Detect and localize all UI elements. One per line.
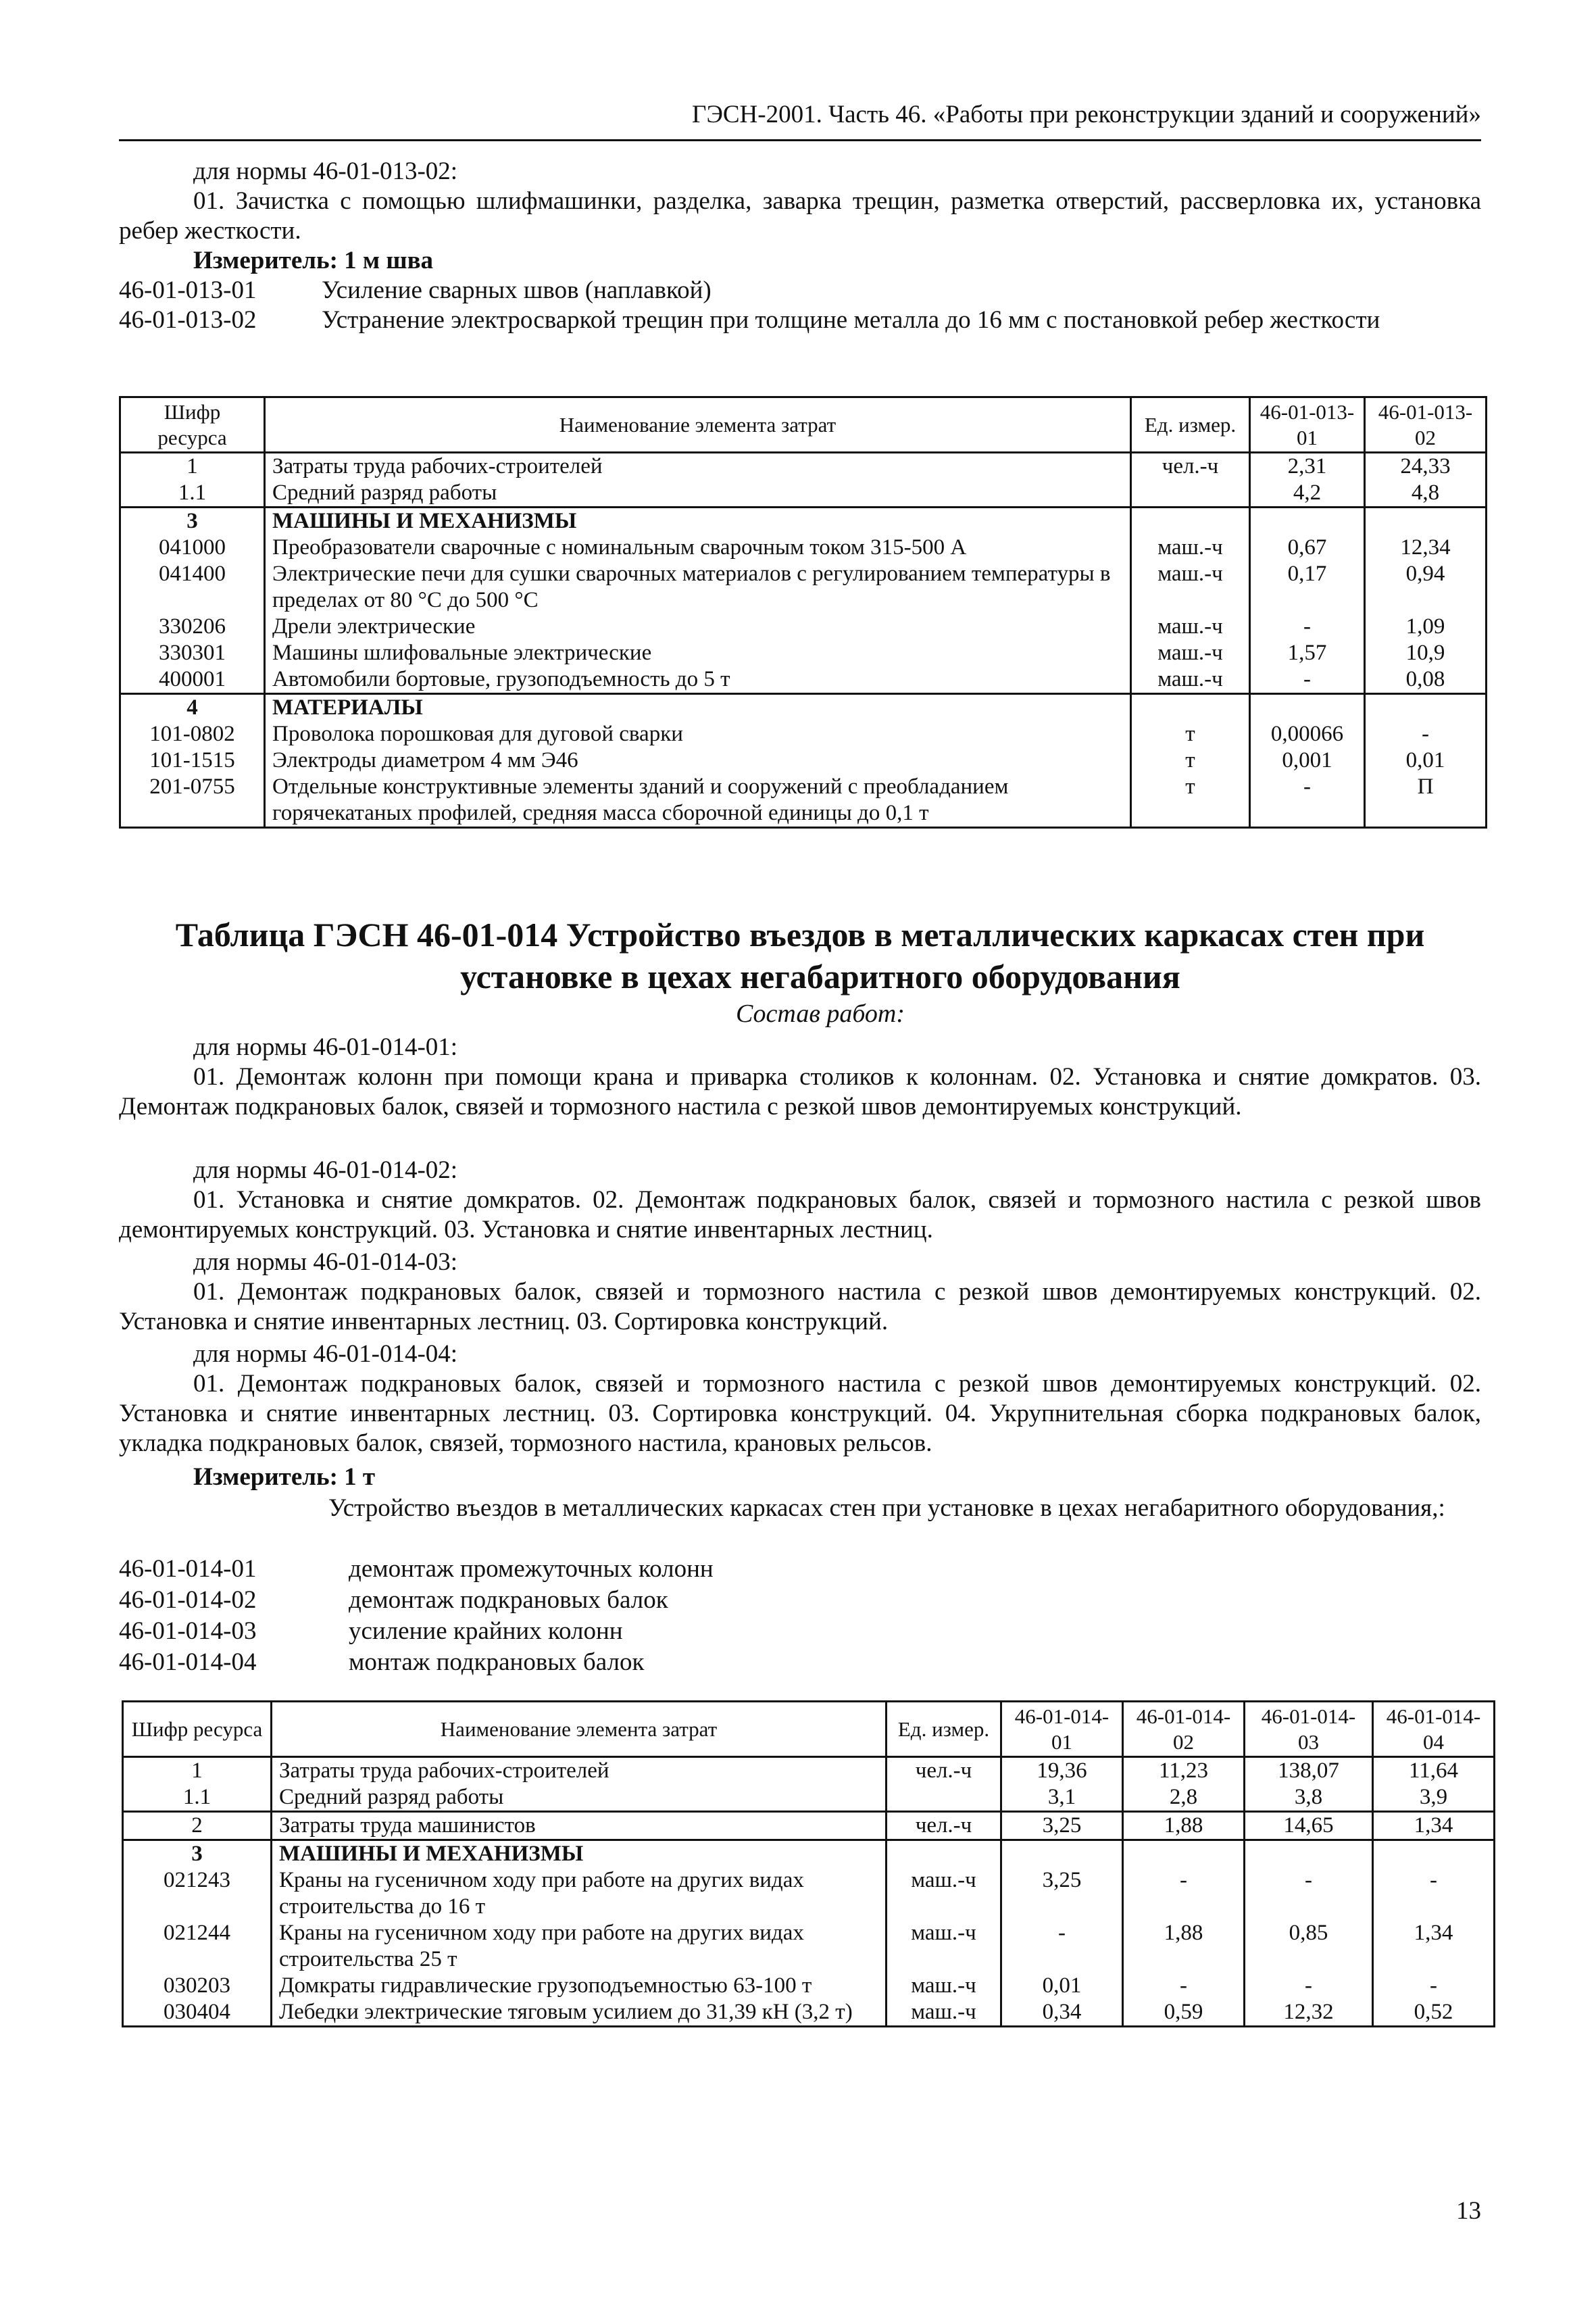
cost-element-name: Краны на гусеничном ходу при работе на других видах строительства 25 т [272, 1920, 887, 1973]
table-row [120, 480, 1487, 508]
value-cell: 0,59 [1123, 1999, 1245, 2027]
norm-code-title: демонтаж подкрановых балок [349, 1586, 668, 1614]
value-cell: 4,2 [1250, 480, 1365, 508]
unit-cell: маш.-ч [1131, 640, 1250, 666]
value-cell: - [1373, 1973, 1495, 1999]
table-row [123, 1757, 1495, 1785]
resource-table-013 [119, 396, 1487, 829]
norm-code-title: Усиление сварных швов (наплавкой) [322, 276, 712, 304]
header-norm-col: 46-01-013-02 [1365, 397, 1487, 453]
value-cell: - [1123, 1867, 1245, 1920]
unit-cell [1131, 508, 1250, 535]
cost-element-name: Электрические печи для сушки сварочных материалов с регулированием температуры в пределах от 80 °С до 500 °С [265, 561, 1131, 614]
resource-code: 3 [123, 1840, 272, 1868]
unit-cell: чел.-ч [1131, 453, 1250, 481]
value-cell: 0,17 [1250, 561, 1365, 614]
value-cell: П [1365, 774, 1487, 828]
norm-code-row [119, 1648, 1481, 1677]
value-cell: 2,31 [1250, 453, 1365, 481]
unit-cell: т [1131, 721, 1250, 747]
value-cell: 1,34 [1373, 1920, 1495, 1973]
table-row [123, 1812, 1495, 1840]
value-cell [1365, 694, 1487, 722]
cost-element-name: Домкраты гидравлические грузоподъемностью 63-100 т [272, 1973, 887, 1999]
unit-cell: маш.-ч [1131, 614, 1250, 640]
cost-element-name: Затраты труда рабочих-строителей [272, 1757, 887, 1785]
value-cell: 1,88 [1123, 1920, 1245, 1973]
header-unit: Ед. измер. [1131, 397, 1250, 453]
value-cell: 3,1 [1001, 1784, 1123, 1812]
resource-code: 030203 [123, 1973, 272, 1999]
value-cell: - [1373, 1867, 1495, 1920]
table-row [120, 774, 1487, 828]
value-cell: - [1250, 614, 1365, 640]
norm-label-014-01: для нормы 46-01-014-01: [193, 1033, 458, 1061]
value-cell: 1,09 [1365, 614, 1487, 640]
norm-code-row [119, 1585, 1481, 1615]
resource-code: 201-0755 [120, 774, 265, 828]
cost-element-name: Краны на гусеничном ходу при работе на других видах строительства до 16 т [272, 1867, 887, 1920]
unit-cell: маш.-ч [1131, 666, 1250, 694]
value-cell: - [1245, 1867, 1373, 1920]
cost-element-name: Средний разряд работы [272, 1784, 887, 1812]
value-cell: 12,32 [1245, 1999, 1373, 2027]
header-norm-col: 46-01-014-01 [1001, 1702, 1123, 1757]
value-cell: 0,52 [1373, 1999, 1495, 2027]
value-cell [1365, 508, 1487, 535]
value-cell [1373, 1840, 1495, 1868]
norm-label-014-03: для нормы 46-01-014-03: [193, 1248, 458, 1276]
norm-code-row [119, 1617, 1481, 1646]
cost-element-name: Дрели электрические [265, 614, 1131, 640]
value-cell: 0,67 [1250, 535, 1365, 561]
cost-element-name: Машины шлифовальные электрические [265, 640, 1131, 666]
value-cell [1250, 694, 1365, 722]
header-resource-code: Шифр ресурса [120, 397, 265, 453]
resource-code: 041400 [120, 561, 265, 614]
table-row [120, 453, 1487, 481]
resource-code: 330301 [120, 640, 265, 666]
resource-code: 101-0802 [120, 721, 265, 747]
value-cell: 12,34 [1365, 535, 1487, 561]
cost-element-name: Проволока порошковая для дуговой сварки [265, 721, 1131, 747]
table-row [123, 1784, 1495, 1812]
value-cell: 138,07 [1245, 1757, 1373, 1785]
resource-code: 1.1 [123, 1784, 272, 1812]
value-cell: 3,25 [1001, 1867, 1123, 1920]
norm-code: 46-01-013-02 [119, 306, 257, 334]
table-section-row [123, 1840, 1495, 1868]
section-heading: МАШИНЫ И МЕХАНИЗМЫ [272, 1840, 887, 1868]
value-cell: 11,64 [1373, 1757, 1495, 1785]
header-unit: Ед. измер. [887, 1702, 1001, 1757]
cost-element-name: Средний разряд работы [265, 480, 1131, 508]
value-cell: 3,9 [1373, 1784, 1495, 1812]
value-cell: 0,85 [1245, 1920, 1373, 1973]
value-cell: 0,01 [1001, 1973, 1123, 1999]
section-heading: МАТЕРИАЛЫ [265, 694, 1131, 722]
value-cell [1250, 508, 1365, 535]
value-cell: 24,33 [1365, 453, 1487, 481]
unit-cell: маш.-ч [887, 1973, 1001, 1999]
value-cell: 0,34 [1001, 1999, 1123, 2027]
norm-code: 46-01-014-03 [119, 1617, 257, 1645]
norm-code: 46-01-014-04 [119, 1648, 257, 1676]
value-cell: 2,8 [1123, 1784, 1245, 1812]
value-cell: 3,25 [1001, 1812, 1123, 1840]
work-composition-subtitle: Состав работ: [735, 1000, 905, 1028]
norm-code-row [119, 305, 1481, 365]
cost-element-name: Автомобили бортовые, грузоподъемность до 5 т [265, 666, 1131, 694]
value-cell: 0,94 [1365, 561, 1487, 614]
norm-code-title: Устранение электросваркой трещин при толщине металла до 16 мм с постановкой ребер жесткости [322, 306, 1380, 334]
resource-code: 2 [123, 1812, 272, 1840]
table-header-row [123, 1702, 1495, 1757]
norm-code-row [119, 1554, 1481, 1584]
norm-code: 46-01-013-01 [119, 276, 257, 304]
resource-code: 021244 [123, 1920, 272, 1973]
resource-code: 4 [120, 694, 265, 722]
section-heading: МАШИНЫ И МЕХАНИЗМЫ [265, 508, 1131, 535]
measure-unit-1: Измеритель: 1 м шва [193, 247, 434, 274]
unit-cell: т [1131, 774, 1250, 828]
cost-element-name: Электроды диаметром 4 мм Э46 [265, 747, 1131, 774]
value-cell: 0,001 [1250, 747, 1365, 774]
unit-cell [1131, 694, 1250, 722]
value-cell: 4,8 [1365, 480, 1487, 508]
norm-code: 46-01-014-02 [119, 1586, 257, 1614]
page-number: 13 [1456, 2197, 1481, 2225]
table-row [123, 1973, 1495, 1999]
cost-element-name: Преобразователи сварочные с номинальным сварочным током 315-500 А [265, 535, 1131, 561]
value-cell: 1,57 [1250, 640, 1365, 666]
value-cell: - [1245, 1973, 1373, 1999]
table-row [123, 1920, 1495, 1973]
norm-code-row [119, 276, 1481, 305]
cost-element-name: Отдельные конструктивные элементы зданий и сооружений с преобладанием горячекатаных профилей, средняя масса сборочной единицы до 0,1 т [265, 774, 1131, 828]
work-composition-013-02: 01. Зачистка с помощью шлифмашинки, разделка, заварка трещин, разметка отверстий, рассверловка их, установка ребер жесткости. [119, 187, 1481, 245]
cost-element-name: Затраты труда рабочих-строителей [265, 453, 1131, 481]
resource-code: 3 [120, 508, 265, 535]
header-cost-element: Наименование элемента затрат [272, 1702, 887, 1757]
unit-cell: маш.-ч [887, 1920, 1001, 1973]
unit-cell [1131, 480, 1250, 508]
value-cell: 0,08 [1365, 666, 1487, 694]
header-norm-col: 46-01-014-04 [1373, 1702, 1495, 1757]
header-rule [119, 139, 1481, 141]
resource-table-014 [122, 1700, 1495, 2027]
value-cell: - [1001, 1920, 1123, 1973]
table-row [120, 666, 1487, 694]
value-cell [1001, 1840, 1123, 1868]
norm-group-intro: Устройство въездов в металлических каркасах стен при установке в цехах негабаритного оборудования,: [328, 1494, 1445, 1522]
value-cell: - [1250, 774, 1365, 828]
resource-code: 1 [120, 453, 265, 481]
unit-cell [887, 1840, 1001, 1868]
unit-cell: т [1131, 747, 1250, 774]
table-row [120, 640, 1487, 666]
table-section-row [120, 694, 1487, 722]
value-cell [1245, 1840, 1373, 1868]
value-cell: 1,88 [1123, 1812, 1245, 1840]
value-cell: 11,23 [1123, 1757, 1245, 1785]
cost-element-name: Затраты труда машинистов [272, 1812, 887, 1840]
value-cell: 0,00066 [1250, 721, 1365, 747]
unit-cell: маш.-ч [1131, 535, 1250, 561]
value-cell: 0,01 [1365, 747, 1487, 774]
header-resource-code: Шифр ресурса [123, 1702, 272, 1757]
norm-label-014-02: для нормы 46-01-014-02: [193, 1156, 458, 1184]
running-header: ГЭСН-2001. Часть 46. «Работы при реконструкции зданий и сооружений» [692, 101, 1481, 128]
norm-label-013-02: для нормы 46-01-013-02: [193, 157, 458, 185]
table-header-row [120, 397, 1487, 453]
norm-code-title: монтаж подкрановых балок [349, 1648, 645, 1676]
value-cell: 1,34 [1373, 1812, 1495, 1840]
value-cell: 14,65 [1245, 1812, 1373, 1840]
table-row [120, 614, 1487, 640]
value-cell: 10,9 [1365, 640, 1487, 666]
work-composition-014-01: 01. Демонтаж колонн при помощи крана и приварка столиков к колоннам. 02. Установка и снятие домкратов. 03. Демонтаж подкрановых балок, связей и тормозного настила с резкой швов демонтируемых конструкций. [119, 1063, 1481, 1121]
resource-code: 400001 [120, 666, 265, 694]
work-composition-014-02: 01. Установка и снятие домкратов. 02. Демонтаж подкрановых балок, связей и тормозного настила с резкой швов демонтируемых конструкций. 03. Установка и снятие инвентарных лестниц. [119, 1186, 1481, 1244]
unit-cell: чел.-ч [887, 1812, 1001, 1840]
table-title-line-1: Таблица ГЭСН 46-01-014 Устройство въездов в металлических каркасах стен при [175, 916, 1425, 954]
value-cell: - [1365, 721, 1487, 747]
resource-code: 101-1515 [120, 747, 265, 774]
resource-code: 021243 [123, 1867, 272, 1920]
value-cell: - [1250, 666, 1365, 694]
value-cell: - [1123, 1973, 1245, 1999]
value-cell: 3,8 [1245, 1784, 1373, 1812]
norm-code-title: усиление крайних колонн [349, 1617, 623, 1645]
table-row [123, 1999, 1495, 2027]
table-row [120, 721, 1487, 747]
header-norm-col: 46-01-014-02 [1123, 1702, 1245, 1757]
unit-cell: маш.-ч [1131, 561, 1250, 614]
table-row [120, 535, 1487, 561]
table-row [120, 747, 1487, 774]
resource-code: 1.1 [120, 480, 265, 508]
unit-cell: чел.-ч [887, 1757, 1001, 1785]
header-cost-element: Наименование элемента затрат [265, 397, 1131, 453]
header-norm-col: 46-01-014-03 [1245, 1702, 1373, 1757]
table-row [120, 561, 1487, 614]
resource-code: 1 [123, 1757, 272, 1785]
norm-code: 46-01-014-01 [119, 1555, 257, 1583]
cost-element-name: Лебедки электрические тяговым усилием до 31,39 кН (3,2 т) [272, 1999, 887, 2027]
resource-code: 030404 [123, 1999, 272, 2027]
table-row [123, 1867, 1495, 1920]
norm-code-title: демонтаж промежуточных колонн [349, 1555, 714, 1583]
unit-cell: маш.-ч [887, 1999, 1001, 2027]
value-cell: 19,36 [1001, 1757, 1123, 1785]
measure-unit-2: Измеритель: 1 т [193, 1463, 376, 1491]
resource-code: 330206 [120, 614, 265, 640]
work-composition-014-03: 01. Демонтаж подкрановых балок, связей и тормозного настила с резкой швов демонтируемых конструкций. 02. Установка и снятие инвентарных лестниц. 03. Сортировка конструкций. [119, 1278, 1481, 1335]
table-title-line-2: установке в цехах негабаритного оборудования [460, 958, 1180, 995]
work-composition-014-04: 01. Демонтаж подкрановых балок, связей и тормозного настила с резкой швов демонтируемых конструкций. 02. Установка и снятие инвентарных лестниц. 03. Сортировка конструкций. 04. Укрупнительная сборка подкрановых балок, укладка подкрановых балок, связей, тормозного настила, крановых рельсов. [119, 1370, 1481, 1457]
unit-cell: маш.-ч [887, 1867, 1001, 1920]
norm-label-014-04: для нормы 46-01-014-04: [193, 1340, 458, 1368]
table-section-row [120, 508, 1487, 535]
unit-cell [887, 1784, 1001, 1812]
value-cell [1123, 1840, 1245, 1868]
resource-code: 041000 [120, 535, 265, 561]
header-norm-col: 46-01-013-01 [1250, 397, 1365, 453]
